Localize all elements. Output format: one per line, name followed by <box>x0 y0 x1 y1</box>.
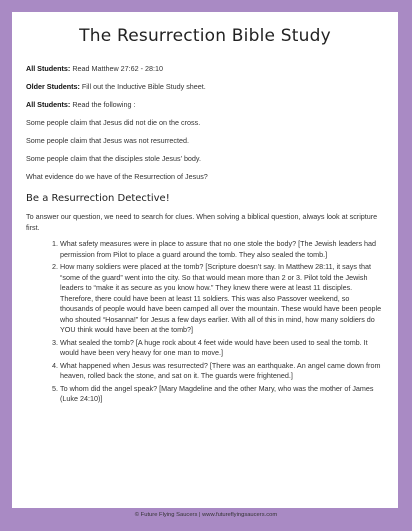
instruction-line <box>26 82 384 91</box>
intro-text: To answer our question, we need to search for clues. When solving a biblical question, always look at scripture first. <box>26 212 378 232</box>
instruction-label: All Students: <box>26 100 71 109</box>
instruction-line <box>26 172 384 181</box>
instruction-line <box>26 118 384 127</box>
question-item: 1. What safety measures were in place to assure that no one stole the body? [The Jewish leaders had permission from Pilot to place a guard around the tomb. They also sealed the tomb.] <box>60 239 384 260</box>
instruction-text: What evidence do we have of the Resurrection of Jesus? <box>26 172 208 181</box>
footer: © Future Flying Saucers | www.futureflyingsaucers.com <box>134 512 278 518</box>
question-item: 5. To whom did the angel speak? [Mary Magdeline and the other Mary, who was the mother of James (Luke 24:10)] <box>60 384 384 405</box>
instruction-label: Older Students: <box>26 82 80 91</box>
instruction-text: Some people claim that Jesus did not die on the cross. <box>26 118 201 127</box>
question-list <box>26 239 384 405</box>
instruction-line <box>26 64 384 73</box>
instruction-text: Some people claim that the disciples stole Jesus’ body. <box>26 154 201 163</box>
instruction-line <box>26 136 384 145</box>
instruction-text: Some people claim that Jesus was not resurrected. <box>26 136 189 145</box>
question-item: 3. What sealed the tomb? [A huge rock about 4 feet wide would have been used to seal the tomb. It would have been very heavy for one man to move.] <box>60 338 384 359</box>
instruction-line <box>26 100 384 109</box>
instructions <box>26 64 384 181</box>
instruction-label: All Students: <box>26 64 71 73</box>
section-heading: Be a Resurrection Detective! <box>26 193 170 204</box>
page-title: The Resurrection Bible Study <box>79 26 331 46</box>
instruction-text: Read the following : <box>70 100 136 109</box>
instruction-text: Read Matthew 27:62 - 28:10 <box>70 64 164 73</box>
instruction-text: Fill out the Inductive Bible Study sheet. <box>79 82 206 91</box>
worksheet-page <box>12 12 398 508</box>
instruction-line <box>26 154 384 163</box>
question-item: 4. What happened when Jesus was resurrected? [There was an earthquake. An angel came down from heaven, rolled back the stone, and sat on it. The guards were frightened.] <box>60 361 384 382</box>
question-item: 2. How many soldiers were placed at the tomb? [Scripture doesn’t say. In Matthew 28:11, it says that “some of the guard” went into the city. So that would mean more than 2 or 3. Pilot told the Jewish leaders to “make it as secure as you know how.” They knew there were at least 11 disciples. Therefore, there could have been at least 11 soldiers. This was also Passover weekend, so thousands of people would have been camped all over the mountain. These would have been people who shouted “Hosanna!” for Jesus a few days earlier. With all of this in mind, how many soldiers do YOU think would have been at the tomb?] <box>60 262 384 336</box>
